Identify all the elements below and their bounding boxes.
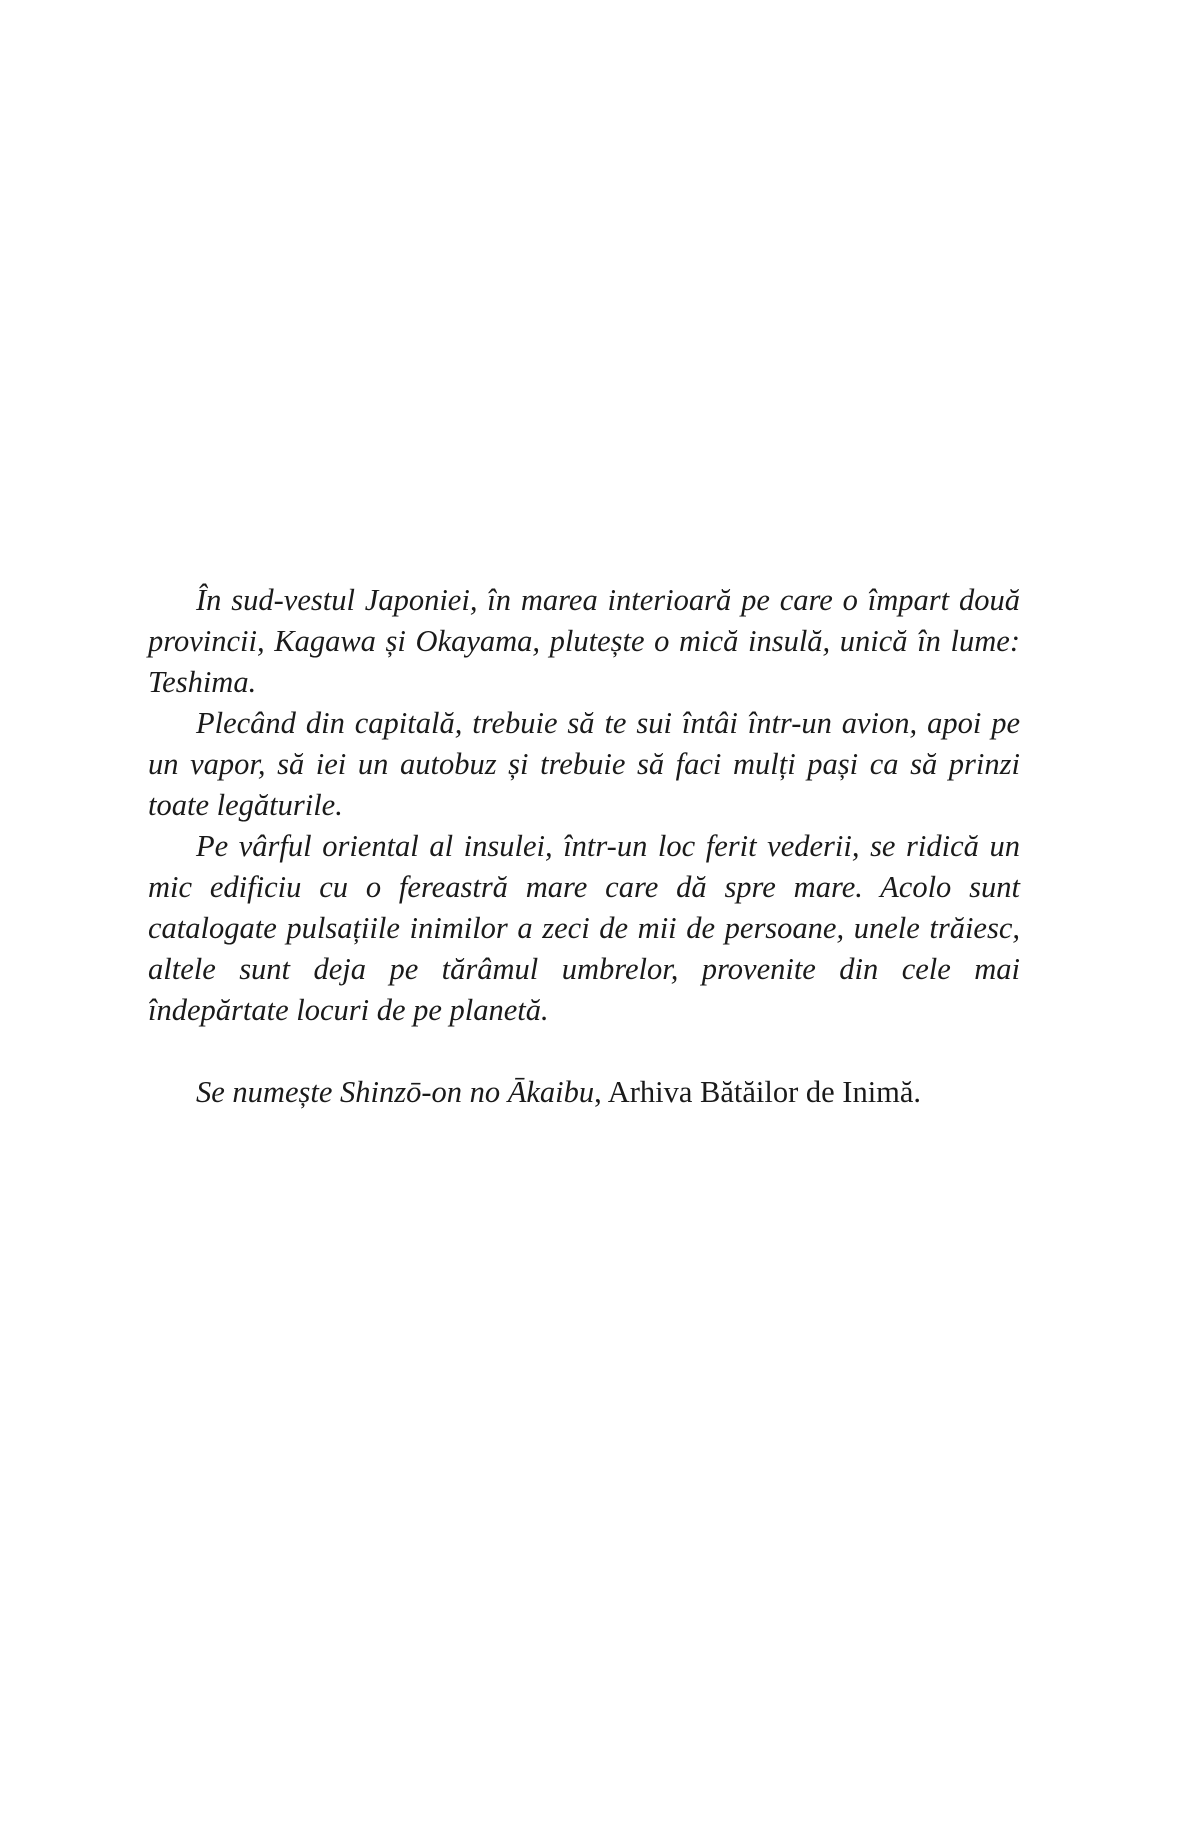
paragraph-3: Pe vârful oriental al insulei, într-un loc ferit vederii, se ridică un mic edificiu cu o fereastră mare care dă spre mare. Acolo sunt catalogate pulsațiile inimilor a zeci de mii de persoane, unele trăiesc, altele sunt deja pe tărâmul umbrelor, provenite din cele mai îndepărtate locuri de pe planetă. [148, 829, 1020, 1027]
closing-line [148, 1072, 1020, 1113]
closing-roman-text: , Arhiva Bătăilor de Inimă. [594, 1075, 922, 1109]
text-block [148, 580, 1020, 1113]
paragraph-1: În sud-vestul Japoniei, în marea interioară pe care o împart două provincii, Kagawa și Okayama, plutește o mică insulă, unică în lume: Teshima. [148, 583, 1020, 699]
closing-italic-text: Se numește Shinzō-on no Ākaibu [196, 1075, 595, 1109]
paragraph-2: Plecând din capitală, trebuie să te sui întâi într-un avion, apoi pe un vapor, să iei un autobuz și trebuie să faci mulți pași ca să prinzi toate legăturile. [148, 706, 1020, 822]
